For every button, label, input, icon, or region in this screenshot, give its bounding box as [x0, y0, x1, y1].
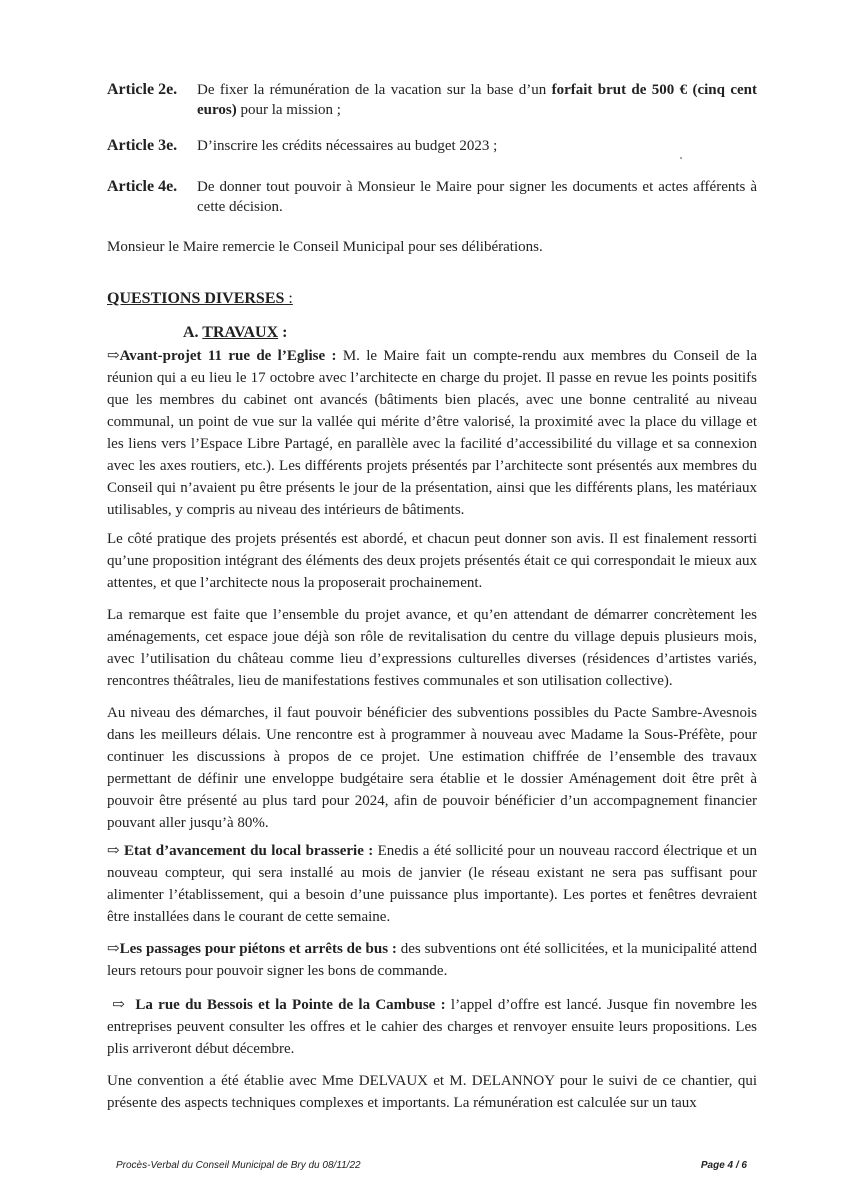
paragraph-cote-pratique: Le côté pratique des projets présentés est abordé, et chacun peut donner son avis. Il est finalement ressorti qu’une proposition intégrant des éléments des deux projets présentés était ce qui correspondait le mieux aux attentes, et que l’architecte nous la proposerait prochainement.	[107, 531, 757, 591]
arrow-icon: ⇨	[107, 941, 120, 957]
paragraph-avant-projet: ⇨Avant-projet 11 rue de l’Eglise : M. le Maire fait un compte-rendu aux membres du Conseil de la réunion qui a eu lieu le 17 octobre avec l’architecte en charge du projet. Il passe en revue les points positifs que les membres du cabinet ont avancés (bâtiments bien placés, avec une bonne centralité au niveau communal, un point de vue sur la vallée qui mérite d’être valorisé, la proximité avec la place du village et les liens vers l’Espace Libre Partagé, en parallèle avec la facilité d’accessibilité du village et sa connexion avec les axes routiers, etc.). Les différents projets présentés par l’architecte sont présentés aux membres du Conseil qui n’avaient pu être présents le jour de la présentation, ainsi que les différents plans, les matériaux utilisables, y compris au niveau des intérieurs de bâtiments.	[107, 348, 757, 518]
paragraph-convention: Une convention a été établie avec Mme DELVAUX et M. DELANNOY pour le suivi de ce chantier, qui présente des aspects techniques complexes et importants. La rémunération est calculée sur un taux	[107, 1073, 757, 1111]
article-label: Article 3e.	[107, 137, 178, 154]
article-3e	[107, 136, 757, 156]
section-title: QUESTIONS DIVERSES :	[107, 290, 293, 307]
paragraph-rue-bessois: ⇨ La rue du Bessois et la Pointe de la Cambuse : l’appel d’offre est lancé. Jusque fin novembre les entreprises peuvent consulter les offres et le cahier des charges et renvoyer ensuite leurs propositions. Les plis arriveront début décembre.	[107, 997, 757, 1057]
scan-speck	[680, 157, 682, 159]
closing-remark: Monsieur le Maire remercie le Conseil Municipal pour ses délibérations.	[107, 239, 543, 255]
subsection-title: A. TRAVAUX :	[183, 324, 288, 341]
paragraph-remarque: La remarque est faite que l’ensemble du projet avance, et qu’en attendant de démarrer concrètement les aménagements, cet espace joue déjà son rôle de revitalisation du centre du village depuis plusieurs mois, avec l’utilisation du château comme lieu d’expressions culturelles diverses (résidences d’artistes variés, rencontres théâtrales, lieu de manifestations festives communales et son utilisation collective).	[107, 607, 757, 689]
paragraph-demarches: Au niveau des démarches, il faut pouvoir bénéficier des subventions possibles du Pacte Sambre-Avesnois dans les meilleurs délais. Une rencontre est à programmer à nouveau avec Madame la Sous-Préfète, pour continuer les discussions à propos de ce projet. Une estimation chiffrée de l’ensemble des travaux permettant de définir une enveloppe budgétaire sera établie et le dossier Aménagement doit être prêt à pouvoir être présenté au plus tard pour 2024, afin de pouvoir bénéficier d’un accompagnement financier pouvant aller jusqu’à 80%.	[107, 705, 757, 831]
article-2e	[107, 80, 757, 120]
arrow-icon: ⇨	[107, 348, 120, 364]
article-text: De fixer la rémunération de la vacation sur la base d’un forfait brut de 500 € (cinq cent euros) pour la mission ;	[197, 82, 757, 118]
article-label: Article 2e.	[107, 81, 178, 98]
paragraph-brasserie: ⇨ Etat d’avancement du local brasserie : Enedis a été sollicité pour un nouveau raccord électrique et un nouveau compteur, qui sera installé au mois de janvier (le réseau existant ne sera pas suffisant pour alimenter l’établissement, qui a besoin d’une puissance plus importante). Les portes et fenêtres devraient être installées dans le courant de cette semaine.	[107, 843, 757, 925]
paragraph-passages-pietons: ⇨Les passages pour piétons et arrêts de bus : des subventions ont été sollicitées, et la municipalité attend leurs retours pour pouvoir signer les bons de commande.	[107, 941, 758, 979]
article-text: De donner tout pouvoir à Monsieur le Maire pour signer les documents et actes afférents à cette décision.	[197, 179, 757, 215]
article-4e	[107, 177, 757, 217]
article-label: Article 4e.	[107, 178, 178, 195]
arrow-icon: ⇨	[107, 843, 124, 859]
page-number: Page 4 / 6	[700, 1160, 747, 1171]
arrow-icon: ⇨	[107, 997, 136, 1013]
footer-title: Procès-Verbal du Conseil Municipal de Bry du 08/11/22	[116, 1160, 361, 1171]
article-text: D’inscrire les crédits nécessaires au budget 2023 ;	[197, 138, 498, 154]
